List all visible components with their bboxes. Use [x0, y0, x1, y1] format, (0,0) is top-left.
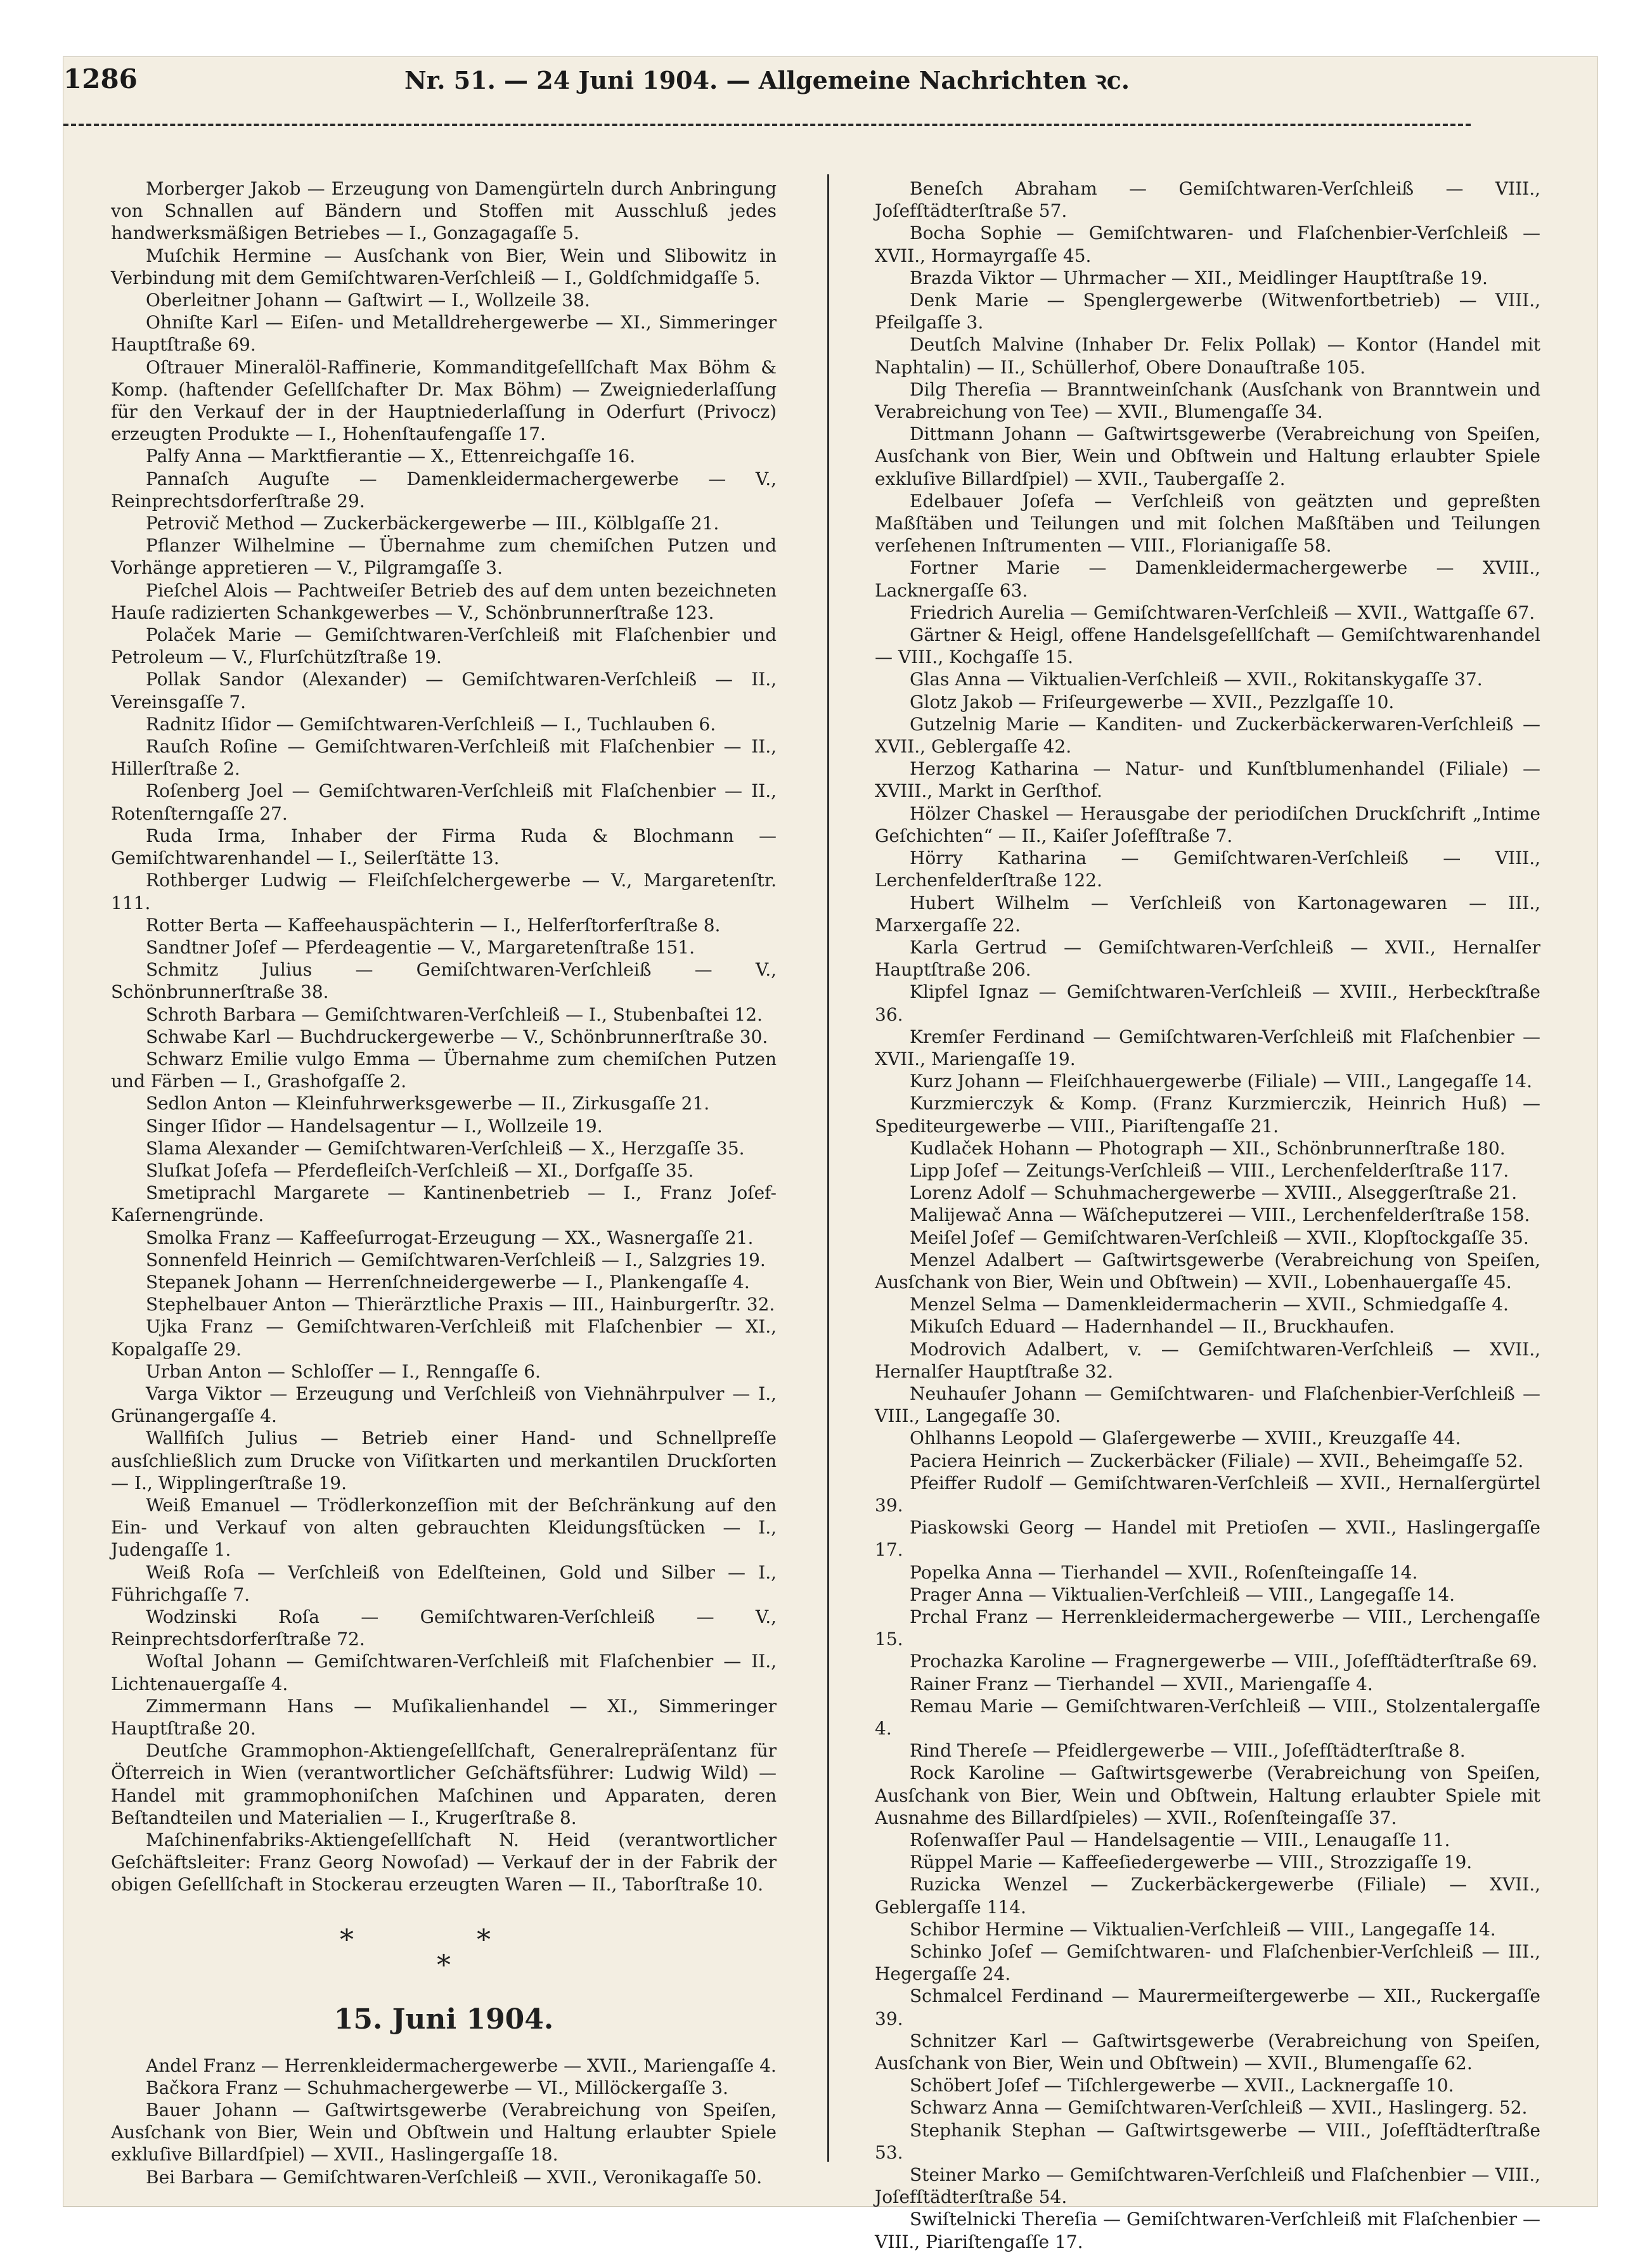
register-entry: Hörry Katharina — Gemiſchtwaren-Verſchleiß — VIII., Lerchenfelderſtraße 122.	[875, 848, 1540, 891]
register-entry: Pannaſch Auguſte — Damenkleidermachergewerbe — V., Reinprechtsdorferſtraße 29.	[111, 468, 777, 512]
register-entry: Friedrich Aurelia — Gemiſchtwaren-Verſchleiß — XVII., Wattgaſſe 67.	[910, 602, 1535, 623]
left-entries-list	[111, 178, 777, 1896]
register-entry: Kremſer Ferdinand — Gemiſchtwaren-Verſchleiß mit Flaſchenbier — XVII., Mariengaſſe 19.	[875, 1026, 1540, 1069]
section-separator-star: *	[437, 1949, 451, 1982]
register-entry: Smolka Franz — Kaffeeſurrogat-Erzeugung — XX., Wasnergaſſe 21.	[146, 1227, 754, 1248]
register-entry: Ruda Irma, Inhaber der Firma Ruda & Blochmann — Gemiſchtwarenhandel — I., Seilerſtätte 13.	[111, 825, 777, 869]
register-entry: Schmalcel Ferdinand — Maurermeiſtergewerbe — XII., Ruckergaſſe 39.	[875, 1985, 1540, 2029]
register-entry: Muſchik Hermine — Ausſchank von Bier, Wein und Slibowitz in Verbindung mit dem Gemiſchtwaren-Verſchleiß — I., Goldſchmidgaſſe 5.	[111, 245, 777, 288]
right-entries-list	[875, 178, 1540, 2253]
register-entry: Rothberger Ludwig — Fleiſchſelchergewerbe — V., Margaretenſtr. 111.	[111, 870, 777, 913]
right-column	[875, 178, 1540, 2253]
left-column	[111, 178, 777, 2188]
register-entry: Deutſche Grammophon-Aktiengeſellſchaft, Generalrepräſentanz für Öſterreich in Wien (verantwortlicher Geſchäftsführer: Ludwig Wild) — Handel mit grammophoniſchen Maſchinen und Apparaten, deren Beſtandteilen und Materialien — I., Krugerſtraße 8.	[111, 1740, 777, 1828]
register-entry: Stephelbauer Anton — Thierärztliche Praxis — III., Hainburgerſtr. 32.	[146, 1294, 775, 1315]
register-entry: Rüppel Marie — Kaffeeſiedergewerbe — VIII., Strozzigaſſe 19.	[910, 1852, 1473, 1873]
register-entry: Morberger Jakob — Erzeugung von Damengürteln durch Anbringung von Schnallen auf Bändern und Stoffen mit Ausschluß jedes handwerksmäßigen Betriebes — I., Gonzagagaſſe 5.	[111, 178, 777, 244]
register-entry: Neuhauſer Johann — Gemiſchtwaren- und Flaſchenbier-Verſchleiß — VIII., Langegaſſe 30.	[875, 1383, 1540, 1427]
left-entries-list-2	[111, 2055, 777, 2188]
register-entry: Lipp Joſef — Zeitungs-Verſchleiß — VIII., Lerchenfelderſtraße 117.	[910, 1159, 1509, 1181]
register-entry: Schmitz Julius — Gemiſchtwaren-Verſchleiß — V., Schönbrunnerſtraße 38.	[111, 959, 777, 1003]
register-entry: Radnitz Iſidor — Gemiſchtwaren-Verſchleiß — I., Tuchlauben 6.	[146, 713, 716, 735]
register-entry: Oſtrauer Mineralöl-Raffinerie, Kommanditgeſellſchaft Max Böhm & Komp. (haftender Geſellſchafter Dr. Max Böhm) — Zweigniederlaſſung für den Verkauf der in der Hauptniederlaſſung in Oderfurt (Privocz) erzeugten Produkte — I., Hohenſtaufengaſſe 17.	[111, 356, 777, 445]
register-entry: Glotz Jakob — Friſeurgewerbe — XVII., Pezzlgaſſe 10.	[910, 691, 1395, 713]
register-entry: Kurzmierczyk & Komp. (Franz Kurzmierczik, Heinrich Huß) — Spediteurgewerbe — VIII., Piariſtengaſſe 21.	[875, 1093, 1540, 1137]
register-entry: Roſenberg Joel — Gemiſchtwaren-Verſchleiß mit Flaſchenbier — II., Rotenſterngaſſe 27.	[111, 780, 777, 824]
register-entry: Dittmann Johann — Gaſtwirtsgewerbe (Verabreichung von Speiſen, Ausſchank von Bier, Wein und Obſtwein und Haltung erlaubter Spiele exkluſive Billardſpiel) — XVII., Taubergaſſe 2.	[875, 423, 1540, 489]
register-entry: Piaskowski Georg — Handel mit Pretioſen — XVII., Haslingergaſſe 17.	[875, 1517, 1540, 1561]
page-title: Nr. 51. — 24 Juni 1904. — Allgemeine Nachrichten ꝛc.	[404, 66, 1130, 94]
register-entry: Malijewač Anna — Wäſcheputzerei — VIII., Lerchenfelderſtraße 158.	[910, 1204, 1530, 1226]
register-entry: Brazda Viktor — Uhrmacher — XII., Meidlinger Hauptſtraße 19.	[910, 267, 1488, 288]
register-entry: Schinko Joſef — Gemiſchtwaren- und Flaſchenbier-Verſchleiß — III., Hegergaſſe 24.	[875, 1941, 1540, 1985]
register-entry: Stephanik Stephan — Gaſtwirtsgewerbe — VIII., Joſefſtädterſtraße 53.	[875, 2119, 1540, 2163]
register-entry: Ujka Franz — Gemiſchtwaren-Verſchleiß mit Flaſchenbier — XI., Kopalgaſſe 29.	[111, 1316, 777, 1360]
register-entry: Andel Franz — Herrenkleidermachergewerbe — XVII., Mariengaſſe 4.	[146, 2055, 777, 2076]
register-entry: Bauer Johann — Gaſtwirtsgewerbe (Verabreichung von Speiſen, Ausſchank von Bier, Wein und Obſtwein und Haltung erlaubter Spiele exkluſive Billardſpiel) — XVII., Haslingergaſſe 18.	[111, 2100, 777, 2166]
register-entry: Rainer Franz — Tierhandel — XVII., Mariengaſſe 4.	[910, 1673, 1373, 1695]
register-entry: Weiß Roſa — Verſchleiß von Edelſteinen, Gold und Silber — I., Führichgaſſe 7.	[111, 1561, 777, 1605]
register-entry: Rotter Berta — Kaffeehauspächterin — I., Helferſtorferſtraße 8.	[146, 914, 721, 936]
register-entry: Klipfel Ignaz — Gemiſchtwaren-Verſchleiß — XVIII., Herbeckſtraße 36.	[875, 981, 1540, 1025]
register-entry: Bei Barbara — Gemiſchtwaren-Verſchleiß — XVII., Veronikagaſſe 50.	[146, 2166, 763, 2188]
register-entry: Palfy Anna — Marktfierantie — X., Ettenreichgaſſe 16.	[146, 446, 636, 467]
register-entry: Bocha Sophie — Gemiſchtwaren- und Flaſchenbier-Verſchleiß — XVII., Hormayrgaſſe 45.	[875, 223, 1540, 266]
register-entry: Schibor Hermine — Viktualien-Verſchleiß — VIII., Langegaſſe 14.	[910, 1918, 1496, 1940]
register-entry: Lorenz Adolf — Schuhmachergewerbe — XVIII., Alseggerſtraße 21.	[910, 1182, 1518, 1204]
register-entry: Paciera Heinrich — Zuckerbäcker (Filiale) — XVII., Beheimgaſſe 52.	[910, 1450, 1524, 1471]
page-number: 1286	[63, 63, 138, 94]
register-entry: Schwarz Emilie vulgo Emma — Übernahme zum chemiſchen Putzen und Färben — I., Grashofgaſſe 2.	[111, 1048, 777, 1092]
register-entry: Hölzer Chaskel — Herausgabe der periodiſchen Druckſchrift „Intime Geſchichten“ — II., Kaiſer Joſefſtraße 7.	[875, 803, 1540, 846]
register-entry: Ohlhanns Leopold — Glaſergewerbe — XVIII., Kreuzgaſſe 44.	[910, 1428, 1461, 1449]
register-entry: Sluſkat Joſefa — Pferdefleiſch-Verſchleiß — XI., Dorfgaſſe 35.	[146, 1159, 694, 1181]
register-entry: Wodzinski Roſa — Gemiſchtwaren-Verſchleiß — V., Reinprechtsdorferſtraße 72.	[111, 1606, 777, 1650]
register-entry: Wallfiſch Julius — Betrieb einer Hand- und Schnellpreſſe ausſchließlich zum Drucke von Viſitkarten und merkantilen Druckſorten — I., Wipplingerſtraße 19.	[111, 1428, 777, 1494]
register-entry: Pieſchel Alois — Pachtweiſer Betrieb des auf dem unten bezeichneten Hauſe radizierten Schankgewerbes — V., Schönbrunnerſtraße 123.	[111, 579, 777, 623]
register-entry: Pfeiffer Rudolf — Gemiſchtwaren-Verſchleiß — XVII., Hernalſergürtel 39.	[875, 1472, 1540, 1516]
register-entry: Woſtal Johann — Gemiſchtwaren-Verſchleiß mit Flaſchenbier — II., Lichtenauergaſſe 4.	[111, 1651, 777, 1695]
register-entry: Slama Alexander — Gemiſchtwaren-Verſchleiß — X., Herzgaſſe 35.	[146, 1137, 745, 1159]
register-entry: Kudlaček Hohann — Photograph — XII., Schönbrunnerſtraße 180.	[910, 1137, 1506, 1159]
register-entry: Modrovich Adalbert, v. — Gemiſchtwaren-Verſchleiß — XVII., Hernalſer Hauptſtraße 32.	[875, 1338, 1540, 1382]
register-entry: Meiſel Joſef — Gemiſchtwaren-Verſchleiß — XVII., Klopſtockgaſſe 35.	[910, 1227, 1529, 1248]
register-entry: Popelka Anna — Tierhandel — XVII., Roſenſteingaſſe 14.	[910, 1561, 1418, 1583]
register-entry: Stepanek Johann — Herrenſchneidergewerbe — I., Plankengaſſe 4.	[146, 1271, 750, 1293]
register-entry: Dilg Thereſia — Branntweinſchank (Ausſchank von Branntwein und Verabreichung von Tee) — XVII., Blumengaſſe 34.	[875, 378, 1540, 423]
register-entry: Prager Anna — Viktualien-Verſchleiß — VIII., Langegaſſe 14.	[910, 1584, 1455, 1605]
register-entry: Prchal Franz — Herrenkleidermachergewerbe — VIII., Lerchengaſſe 15.	[875, 1606, 1540, 1650]
register-entry: Deutſch Malvine (Inhaber Dr. Felix Pollak) — Kontor (Handel mit Naphtalin) — II., Schüllerhof, Obere Donauſtraße 105.	[875, 334, 1540, 378]
register-entry: Petrovič Method — Zuckerbäckergewerbe — III., Kölblgaſſe 21.	[146, 513, 720, 534]
column-divider	[827, 174, 829, 2162]
section-separator-stars: * *	[340, 1923, 548, 1956]
register-entry: Karla Gertrud — Gemiſchtwaren-Verſchleiß — XVII., Hernalſer Hauptſtraße 206.	[875, 936, 1540, 981]
register-entry: Bačkora Franz — Schuhmachergewerbe — VI., Millöckergaſſe 3.	[146, 2077, 728, 2098]
register-entry: Remau Marie — Gemiſchtwaren-Verſchleiß — VIII., Stolzentalergaſſe 4.	[875, 1695, 1540, 1740]
register-entry: Sonnenfeld Heinrich — Gemiſchtwaren-Verſchleiß — I., Salzgries 19.	[146, 1249, 766, 1270]
register-entry: Glas Anna — Viktualien-Verſchleiß — XVII., Rokitanskygaſſe 37.	[910, 669, 1483, 690]
register-entry: Schwarz Anna — Gemiſchtwaren-Verſchleiß — XVII., Haslingerg. 52.	[910, 2097, 1528, 2119]
register-entry: Prochazka Karoline — Fragnergewerbe — VIII., Joſefſtädterſtraße 69.	[910, 1651, 1538, 1672]
running-head	[63, 63, 1471, 114]
register-entry: Schöbert Joſef — Tiſchlergewerbe — XVII., Lacknergaſſe 10.	[910, 2075, 1454, 2096]
register-entry: Kurz Johann — Fleiſchhauergewerbe (Filiale) — VIII., Langegaſſe 14.	[910, 1071, 1532, 1092]
register-entry: Sedlon Anton — Kleinfuhrwerksgewerbe — II., Zirkusgaſſe 21.	[146, 1093, 710, 1114]
register-entry: Schnitzer Karl — Gaſtwirtsgewerbe (Verabreichung von Speiſen, Ausſchank von Bier, Wein und Obſtwein) — XVII., Blumengaſſe 62.	[875, 2030, 1540, 2074]
register-entry: Gutzelnig Marie — Kanditen- und Zuckerbäckerwaren-Verſchleiß — XVII., Geblergaſſe 42.	[875, 713, 1540, 758]
register-entry: Roſenwaſſer Paul — Handelsagentie — VIII., Lenaugaſſe 11.	[910, 1830, 1450, 1851]
register-entry: Edelbauer Joſefa — Verſchleiß von geätzten und gepreßten Maßſtäben und Teilungen und mit ſolchen Maßſtäben und Teilungen verſehenen Inſtrumenten — VIII., Florianigaſſe 58.	[875, 490, 1540, 557]
register-entry: Fortner Marie — Damenkleidermachergewerbe — XVIII., Lacknergaſſe 63.	[875, 557, 1540, 601]
register-entry: Schwabe Karl — Buchdruckergewerbe — V., Schönbrunnerſtraße 30.	[146, 1026, 768, 1047]
register-entry: Rock Karoline — Gaſtwirtsgewerbe (Verabreichung von Speiſen, Ausſchank von Bier, Wein und Obſtwein, Haltung erlaubter Spiele mit Ausnahme des Billardſpieles) — XVII., Roſenſteingaſſe 37.	[875, 1762, 1540, 1828]
register-entry: Sandtner Joſef — Pferdeagentie — V., Margaretenſtraße 151.	[146, 936, 695, 958]
register-entry: Hubert Wilhelm — Verſchleiß von Kartonagewaren — III., Marxergaſſe 22.	[875, 892, 1540, 936]
register-entry: Schroth Barbara — Gemiſchtwaren-Verſchleiß — I., Stubenbaſtei 12.	[146, 1004, 763, 1025]
register-entry: Varga Viktor — Erzeugung und Verſchleiß von Viehnährpulver — I., Grünangergaſſe 4.	[111, 1383, 777, 1427]
register-entry: Polaček Marie — Gemiſchtwaren-Verſchleiß mit Flaſchenbier und Petroleum — V., Flurſchützſtraße 19.	[111, 624, 777, 668]
register-entry: Singer Iſidor — Handelsagentur — I., Wollzeile 19.	[146, 1115, 603, 1137]
header-rule	[63, 124, 1471, 126]
register-entry: Oberleitner Johann — Gaſtwirt — I., Wollzeile 38.	[146, 290, 590, 311]
register-entry: Smetiprachl Margarete — Kantinenbetrieb — I., Franz Joſef-Kaſernengründe.	[111, 1182, 777, 1226]
register-entry: Ruzicka Wenzel — Zuckerbäckergewerbe (Filiale) — XVII., Geblergaſſe 114.	[875, 1874, 1540, 1918]
register-entry: Denk Marie — Spenglergewerbe (Witwenfortbetrieb) — VIII., Pfeilgaſſe 3.	[875, 290, 1540, 333]
register-entry: Beneſch Abraham — Gemiſchtwaren-Verſchleiß — VIII., Joſefſtädterſtraße 57.	[875, 178, 1540, 222]
register-entry: Herzog Katharina — Natur- und Kunſtblumenhandel (Filiale) — XVIII., Markt in Gerſthof.	[875, 758, 1540, 802]
register-entry: Weiß Emanuel — Trödlerkonzeſſion mit der Beſchränkung auf den Ein- und Verkauf von alten gebrauchten Kleidungsſtücken — I., Judengaſſe 1.	[111, 1494, 777, 1561]
register-entry: Steiner Marko — Gemiſchtwaren-Verſchleiß und Flaſchenbier — VIII., Joſefſtädterſtraße 54.	[875, 2164, 1540, 2208]
register-entry: Ohniſte Karl — Eiſen- und Metalldrehergewerbe — XI., Simmeringer Hauptſtraße 69.	[111, 312, 777, 356]
register-entry: Pflanzer Wilhelmine — Übernahme zum chemiſchen Putzen und Vorhänge appretieren — V., Pilgramgaſſe 3.	[111, 535, 777, 579]
register-entry: Maſchinenfabriks-Aktiengeſellſchaft N. Heid (verantwortlicher Geſchäftsleiter: Franz Georg Nowoſad) — Verkauf der in der Fabrik der obigen Geſellſchaft in Stockerau erzeugten Waren — II., Taborſtraße 10.	[111, 1830, 777, 1895]
register-entry: Swiſtelnicki Thereſia — Gemiſchtwaren-Verſchleiß mit Flaſchenbier — VIII., Piariſtengaſſe 17.	[875, 2209, 1540, 2252]
register-entry: Mikuſch Eduard — Hadernhandel — II., Bruckhaufen.	[910, 1316, 1395, 1338]
register-entry: Urban Anton — Schloſſer — I., Renngaſſe 6.	[146, 1360, 541, 1382]
date-heading: 15. Juni 1904.	[333, 2003, 554, 2036]
register-entry: Pollak Sandor (Alexander) — Gemiſchtwaren-Verſchleiß — II., Vereinsgaſſe 7.	[111, 669, 777, 713]
register-entry: Gärtner & Heigl, offene Handelsgeſellſchaft — Gemiſchtwarenhandel — VIII., Kochgaſſe 15.	[875, 624, 1540, 668]
register-entry: Rauſch Roſine — Gemiſchtwaren-Verſchleiß mit Flaſchenbier — II., Hillerſtraße 2.	[111, 736, 777, 780]
register-entry: Zimmermann Hans — Muſikalienhandel — XI., Simmeringer Hauptſtraße 20.	[111, 1695, 777, 1740]
register-entry: Menzel Selma — Damenkleidermacherin — XVII., Schmiedgaſſe 4.	[910, 1294, 1509, 1315]
register-entry: Rind Thereſe — Pfeidlergewerbe — VIII., Joſefſtädterſtraße 8.	[910, 1740, 1466, 1762]
register-entry: Menzel Adalbert — Gaſtwirtsgewerbe (Verabreichung von Speiſen, Ausſchank von Bier, Wein und Obſtwein) — XVII., Lobenhauergaſſe 45.	[875, 1249, 1540, 1293]
